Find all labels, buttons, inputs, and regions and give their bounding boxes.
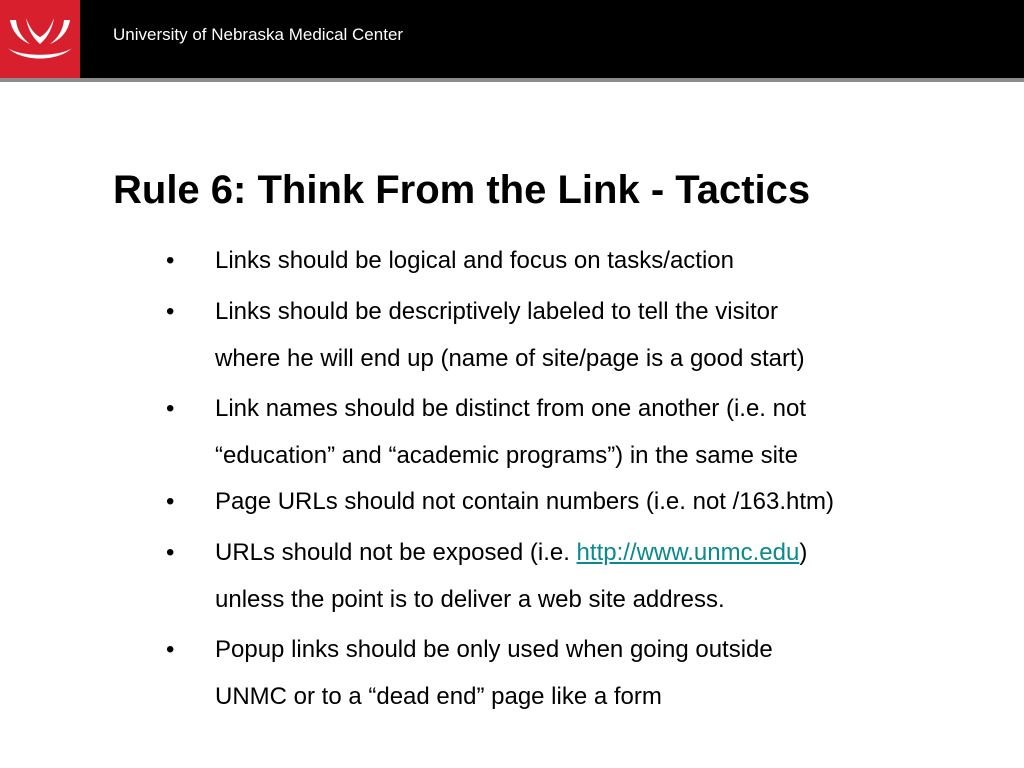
bullet-text xyxy=(215,626,1005,720)
bullet-text xyxy=(215,385,1005,479)
bullet-line: Popup links should be only used when going outside xyxy=(215,636,773,663)
bullet-line xyxy=(215,529,1005,576)
bullet-marker: • xyxy=(166,636,175,663)
bullet-marker: • xyxy=(166,395,175,422)
bullet-text xyxy=(215,237,1005,284)
bullet-text xyxy=(215,288,1005,382)
unmc-logo-icon xyxy=(0,0,80,78)
bullet-line-text: URLs should not be exposed (i.e. xyxy=(215,539,577,566)
bullet-marker: • xyxy=(166,539,175,566)
bullet-text xyxy=(215,478,1005,525)
slide-title: Rule 6: Think From the Link - Tactics xyxy=(113,168,811,212)
bullet-line: Page URLs should not contain numbers (i.e. not /163.htm) xyxy=(215,488,835,515)
org-name: University of Nebraska Medical Center xyxy=(113,25,404,44)
bullet-line-text: ) xyxy=(799,539,808,566)
bullet-line: Links should be descriptively labeled to tell the visitor xyxy=(215,298,778,325)
logo-box xyxy=(0,0,80,78)
bullet-marker: • xyxy=(166,488,175,515)
bullet-line: unless the point is to deliver a web site address. xyxy=(215,586,725,613)
bullet-line: Link names should be distinct from one another (i.e. not xyxy=(215,395,806,422)
bullet-line: where he will end up (name of site/page is a good start) xyxy=(215,345,805,372)
bullet-line: “education” and “academic programs”) in the same site xyxy=(215,442,798,469)
header-divider xyxy=(0,78,1024,82)
header-bar xyxy=(0,0,1024,78)
unmc-url-link[interactable]: http://www.unmc.edu xyxy=(576,539,800,566)
bullet-marker: • xyxy=(166,247,175,274)
bullet-line: UNMC or to a “dead end” page like a form xyxy=(215,683,662,710)
bullet-line: Links should be logical and focus on tasks/action xyxy=(215,247,734,274)
bullet-text xyxy=(215,529,1005,623)
bullet-marker: • xyxy=(166,298,175,325)
